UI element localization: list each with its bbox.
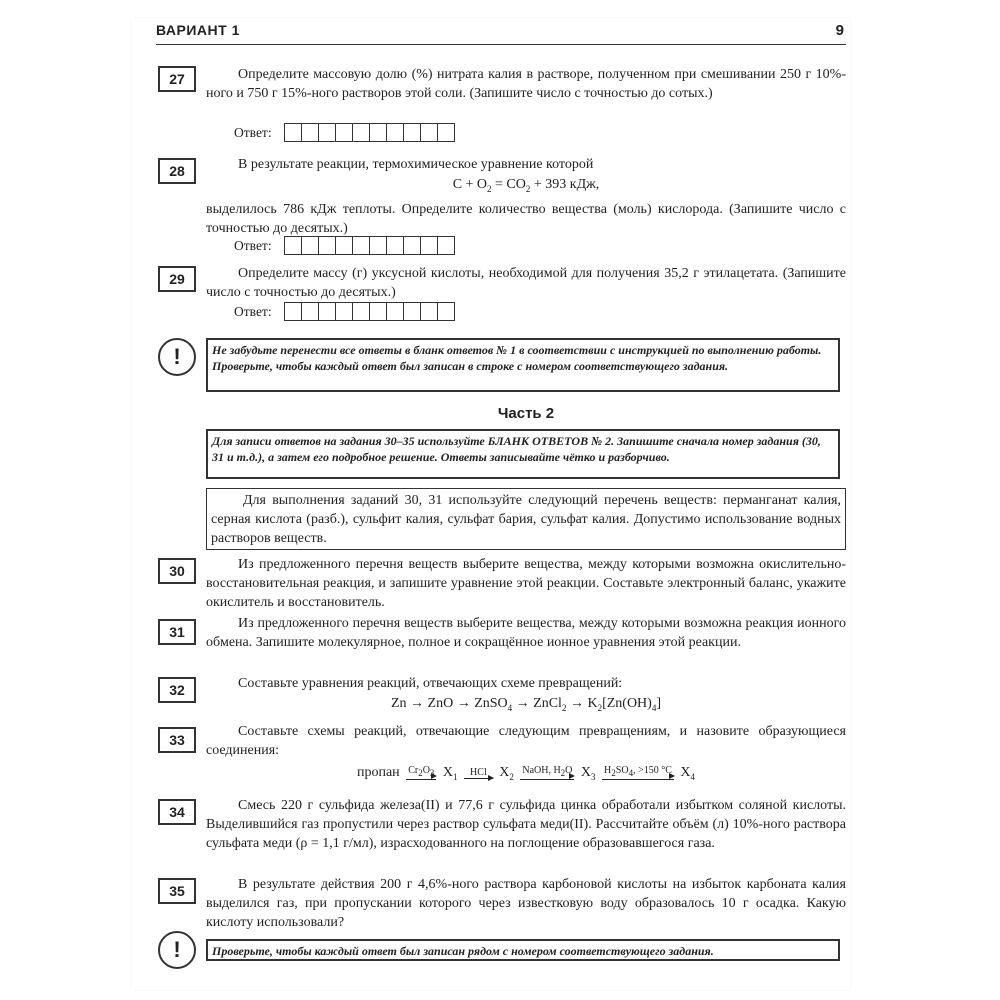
answer-cell[interactable] — [301, 123, 319, 142]
question-number-30: 30 — [158, 558, 196, 584]
thermochemical-equation: $C + O_2 = CO_2 + 393$ кДж, — [452, 177, 600, 194]
answer-cell[interactable] — [335, 123, 353, 142]
answer-cell[interactable] — [437, 123, 455, 142]
question-number-28: 28 — [158, 158, 196, 184]
attention-icon: ! — [158, 338, 196, 376]
page-header — [156, 20, 846, 45]
question-number-27: 27 — [158, 66, 196, 92]
question-number-33: 33 — [158, 727, 196, 753]
answer-cell[interactable] — [437, 236, 455, 255]
check-answers-note: Проверьте, чтобы каждый ответ был записан рядом с номером соответствующего задания. — [206, 939, 840, 961]
answer-cell[interactable] — [403, 123, 421, 142]
answer-cell[interactable] — [284, 236, 302, 255]
answer-cells[interactable] — [284, 302, 454, 321]
answer-cell[interactable] — [420, 123, 438, 142]
question-29-text: Определите массу (г) уксусной кислоты, необходимой для получения 35,2 г этилацетата. (Запишите число с точностью до десятых.) — [206, 266, 846, 300]
question-30-text: Из предложенного перечня веществ выберите вещества, между которыми возможна окислительно-восстановительная реакция, и запишите уравнение этой реакции. Составьте электронный баланс, укажите окислитель и восстановитель. — [206, 557, 846, 610]
question-number-29: 29 — [158, 266, 196, 292]
zinc-transformation-scheme: Zn → ZnO → ZnSO$_4$ → ZnCl$_2$ → $K_2[Zn(OH)_4]$ — [390, 696, 661, 713]
question-27-text: Определите массовую долю (%) нитрата калия в растворе, полученном при смешивании 250 г 10%-ного и 750 г 15%-ного растворов этой соли. (Запишите число с точностью до сотых.) — [206, 67, 846, 101]
answer-cell[interactable] — [437, 302, 455, 321]
answer-cell[interactable] — [318, 236, 336, 255]
answer-cell[interactable] — [420, 302, 438, 321]
question-32-text: Составьте уравнения реакций, отвечающих схеме превращений: Zn → ZnO → ZnSO$_4$ → ZnCl$_2$ → $K_2[Zn(OH)_4]$ — [206, 674, 846, 719]
answer-cell[interactable] — [284, 302, 302, 321]
answer-cells[interactable] — [284, 236, 454, 255]
substances-list-box: Для выполнения заданий 30, 31 используйте следующий перечень веществ: перманганат калия, серная кислота (разб.), сульфит калия, сульфат бария, сульфат калия. Допустимо использование водных растворов веществ. — [206, 488, 846, 550]
answer-cell[interactable] — [386, 236, 404, 255]
part-2-title: Часть 2 — [497, 405, 555, 422]
reaction-arrow: NaOH, $H_2O$ — [522, 765, 573, 779]
answer-cell[interactable] — [403, 302, 421, 321]
reaction-arrow: HCl — [464, 767, 493, 779]
part-2-instruction: Для записи ответов на задания 30–35 используйте БЛАНК ОТВЕТОВ № 2. Запишите сначала номер задания (30, 31 и т.д.), а затем его подробное решение. Ответы записывайте чётко и разборчиво. — [206, 429, 840, 479]
question-31-text: Из предложенного перечня веществ выберите вещества, между которыми возможна реакция ионного обмена. Запишите молекулярное, полное и сокращённое ионное уравнения этой реакции. — [206, 616, 846, 650]
answer-cell[interactable] — [386, 302, 404, 321]
answer-label: Ответ: — [234, 304, 272, 319]
attention-icon: ! — [158, 931, 196, 969]
answer-cell[interactable] — [369, 123, 387, 142]
reaction-arrow: $Cr_2O_3$ — [408, 765, 435, 779]
answer-cell[interactable] — [301, 302, 319, 321]
question-35-text: В результате действия 200 г 4,6%-ного раствора карбоновой кислоты на избыток карбоната калия выделился газ, при пропускании которого через известковую воду образовалось 10 г осадка. Какую кислоту использовали? — [206, 877, 846, 930]
answer-cell[interactable] — [403, 236, 421, 255]
answer-cell[interactable] — [284, 123, 302, 142]
propane-transformation-scheme: пропан $Cr_2O_3$ $X_1$ HCl $X_2$ NaOH, $H_2O$ $X_3$ $H_2SO_4$, >150 °C $X_4$ — [356, 765, 695, 782]
answer-label: Ответ: — [234, 125, 272, 140]
answer-label: Ответ: — [234, 238, 272, 253]
answer-cell[interactable] — [352, 123, 370, 142]
variant-title: ВАРИАНТ 1 — [156, 22, 240, 38]
reaction-arrow: $H_2SO_4$, >150 °C — [604, 765, 672, 779]
answer-cell[interactable] — [369, 236, 387, 255]
answer-cell[interactable] — [335, 236, 353, 255]
question-number-34: 34 — [158, 799, 196, 825]
question-28-text: В результате реакции, термохимическое уравнение которой $C + O_2 = CO_2 + 393$ кДж, выделилось 786 кДж теплоты. Определите количество вещества (моль) кислорода. (Запишите число с точностью до десятых.) — [206, 157, 846, 236]
question-number-35: 35 — [158, 878, 196, 904]
transfer-answers-note: Не забудьте перенести все ответы в бланк ответов № 1 в соответствии с инструкцией по выполнению работы. Проверьте, чтобы каждый ответ был записан в строке с номером соответствующего задания. — [206, 338, 840, 392]
answer-cell[interactable] — [318, 302, 336, 321]
answer-cell[interactable] — [420, 236, 438, 255]
question-34-text: Смесь 220 г сульфида железа(II) и 77,6 г сульфида цинка обработали избытком соляной кислоты. Выделившийся газ пропустили через раствор сульфата меди(II). Рассчитайте объём (л) 10%-ного раствора сульфата меди (ρ = 1,1 г/мл), израсходованного на поглощение образовавшегося газа. — [206, 798, 846, 851]
answer-cell[interactable] — [386, 123, 404, 142]
answer-cells[interactable] — [284, 123, 454, 142]
page-number: 9 — [835, 22, 844, 39]
answer-cell[interactable] — [335, 302, 353, 321]
answer-cell[interactable] — [352, 236, 370, 255]
answer-cell[interactable] — [369, 302, 387, 321]
question-33-text: Составьте схемы реакций, отвечающие следующим превращениям, и назовите образующиеся соединения: пропан $Cr_2O_3$ $X_1$ HCl $X_2$ NaOH, $H_2O$ $X_3$ $H_2SO_4$, >150 °C $X_4$ — [206, 722, 846, 790]
answer-cell[interactable] — [352, 302, 370, 321]
question-number-31: 31 — [158, 619, 196, 645]
answer-cell[interactable] — [318, 123, 336, 142]
question-number-32: 32 — [158, 677, 196, 703]
answer-cell[interactable] — [301, 236, 319, 255]
